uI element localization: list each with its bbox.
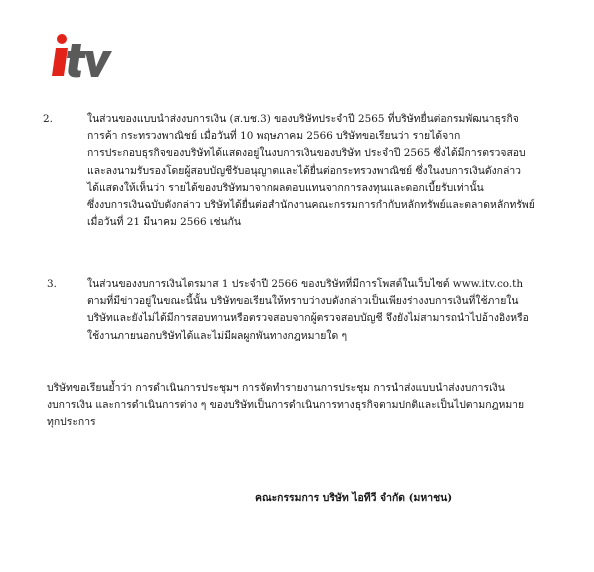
text-line: บริษัทและยังไม่ได้มีการสอบทานหรือตรวจสอบจากผู้ตรวจสอบบัญชี จึงยังไม่สามารถนำไปอ้างอิงหรือ [87,312,529,325]
paragraph-number: 3. [47,278,57,290]
text-line: บริษัทขอเรียนย้ำว่า การดำเนินการประชุมฯ การจัดทำรายงานการประชุม การนำส่งแบบนำส่งงบการเงิน [47,382,505,394]
text-line: ในส่วนของแบบนำส่งงบการเงิน (ส.บช.3) ของบริษัทประจำปี 2565 ที่บริษัทยื่นต่อกรมพัฒนาธุรกิจ [87,113,519,125]
paragraph-body [47,380,577,432]
text-line: งบการเงิน และการดำเนินการต่าง ๆ ของบริษัทเป็นการดำเนินการทางธุรกิจตามปกติและเป็นไปตามกฎหมาย [47,399,525,412]
text-line: การประกอบธุรกิจของบริษัทได้แสดงอยู่ในงบการเงินของบริษัท ประจำปี 2565 ซึ่งได้มีการตรวจสอบ [87,147,526,160]
text-line: ตามที่มีข่าวอยู่ในขณะนี้นั้น บริษัทขอเรียนให้ทราบว่างบดังกล่าวเป็นเพียงร่างงบการเงินที่ใช้ภายใน [87,295,519,308]
paragraph-body [87,111,567,231]
text-line: ในส่วนของงบการเงินไตรมาส 1 ประจำปี 2566 ของบริษัทที่มีการโพสต์ในเว็บไซต์ www.itv.co.th [87,278,524,290]
text-line: ใช้งานภายนอกบริษัทได้และไม่มีผลผูกพันทางกฎหมายใด ๆ [87,329,348,342]
text-line: ได้แสดงให้เห็นว่า รายได้ของบริษัทมาจากผลตอบแทนจากการลงทุนและดอกเบี้ยรับเท่านั้น [87,181,484,194]
text-line: ทุกประการ [47,416,96,429]
paragraph-body [87,276,567,345]
signature-line: คณะกรรมการ บริษัท ไอทีวี จำกัด (มหาชน) [255,492,453,504]
itv-logo [52,32,114,82]
text-line: เมื่อวันที่ 21 มีนาคม 2566 เช่นกัน [87,216,241,229]
text-line: ซึ่งงบการเงินฉบับดังกล่าว บริษัทได้ยื่นต่อสำนักงานคณะกรรมการกำกับหลักทรัพย์และตลาดหลักทรัพย์ [87,199,535,212]
text-line: การค้า กระทรวงพาณิชย์ เมื่อวันที่ 10 พฤษภาคม 2566 บริษัทขอเรียนว่า รายได้จาก [87,130,461,143]
text-line: และลงนามรับรองโดยผู้สอบบัญชีรับอนุญาตและได้ยื่นต่อกระทรวงพาณิชย์ ซึ่งในงบการเงินดังกล่าว [87,164,521,177]
paragraph-number: 2. [43,113,53,125]
